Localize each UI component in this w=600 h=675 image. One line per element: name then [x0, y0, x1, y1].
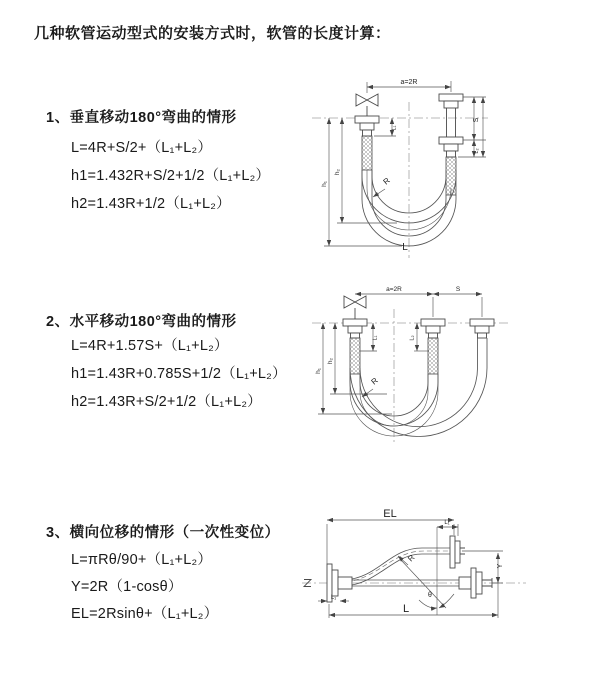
dim-fit-left — [318, 595, 349, 601]
dim-h2-label: h₂ — [334, 168, 341, 176]
radius-label: R — [381, 175, 392, 187]
dim-stroke-label: S — [473, 117, 480, 123]
dim-width-2R — [367, 79, 451, 93]
valve-icon — [356, 94, 378, 116]
diagram-vertical-180-bend — [302, 64, 592, 264]
radius-label: R — [369, 375, 380, 387]
dim-EL — [327, 508, 454, 564]
section-2-heading: 2、水平移动180°弯曲的情形 — [46, 314, 237, 330]
dim-fit-right-label: L₂ — [409, 335, 416, 341]
middle-pipe-fitting — [421, 319, 445, 374]
section-3-formula-L: L=πRθ/90+（L₁+L₂） — [71, 552, 213, 568]
hose-u-arcs — [350, 338, 487, 437]
dim-length-label: L — [402, 603, 410, 615]
dim-fit-left-label: L₁ — [330, 595, 337, 601]
section-3-formula-Y: Y=2R（1-cosθ） — [71, 579, 183, 595]
section-2-formula-h2: h2=1.43R+S/2+1/2（L₁+L₂） — [71, 394, 262, 410]
dim-fit-top — [437, 520, 458, 536]
page-title: 几种软管运动型式的安装方式时，软管的长度计算： — [34, 25, 391, 42]
section-1-formula-h1: h1=1.432R+S/2+1/2（L₁+L₂） — [71, 168, 271, 184]
dim-fit-top-label: L₁ — [444, 520, 450, 526]
section-1-heading: 1、垂直移动180°弯曲的情形 — [46, 110, 237, 126]
dim-h2-label: h₂ — [327, 357, 334, 365]
section-1-formula-h2: h2=1.43R+1/2（L₁+L₂） — [71, 196, 231, 212]
section-3-heading: 3、横向位移的情形（一次性变位） — [46, 525, 280, 541]
dim-h1-label: h₁ — [315, 368, 322, 374]
section-1-formula-L: L=4R+S/2+（L₁+L₂） — [71, 140, 213, 156]
dim-el-label: EL — [383, 508, 397, 520]
dim-fit-right-label: L₂ — [474, 148, 480, 154]
right-pipe-fitting-moved — [470, 319, 494, 338]
section-2-formula-h1: h1=1.43R+0.785S+1/2（L₁+L₂） — [71, 366, 287, 382]
dim-stroke-label: S — [455, 286, 461, 293]
dim-h1-label: h₁ — [321, 181, 328, 187]
dim-L — [329, 603, 498, 618]
left-pipe-fitting — [355, 116, 379, 170]
length-label: L — [402, 242, 408, 253]
dim-width-label: a=2R — [400, 79, 418, 86]
angle-label: θ — [428, 592, 432, 599]
radius-callout — [373, 176, 392, 197]
section-2-formula-L: L=4R+1.57S+（L₁+L₂） — [71, 338, 229, 354]
radius-label: R — [406, 552, 417, 564]
diagram-lateral-displacement — [294, 508, 599, 658]
dim-width-label: a=2R — [386, 286, 402, 293]
diagram-horizontal-180-bend — [302, 281, 597, 456]
dim-fit-left-label: L₁ — [391, 125, 398, 131]
lower-right-flange — [459, 568, 492, 598]
left-pipe-fitting — [343, 319, 367, 374]
dim-fit-left — [360, 323, 379, 351]
dim-width-2R — [355, 286, 482, 317]
angle-annotation — [401, 560, 454, 608]
right-pipe-fitting — [439, 94, 463, 195]
dim-fit-left-label: L₁ — [372, 335, 379, 341]
dim-stroke-S — [458, 97, 486, 157]
upper-flange — [437, 536, 465, 568]
section-3-formula-EL: EL=2Rsinθ+（L₁+L₂） — [71, 606, 219, 622]
dim-y-label: Y — [497, 563, 504, 569]
valve-icon — [344, 296, 366, 319]
